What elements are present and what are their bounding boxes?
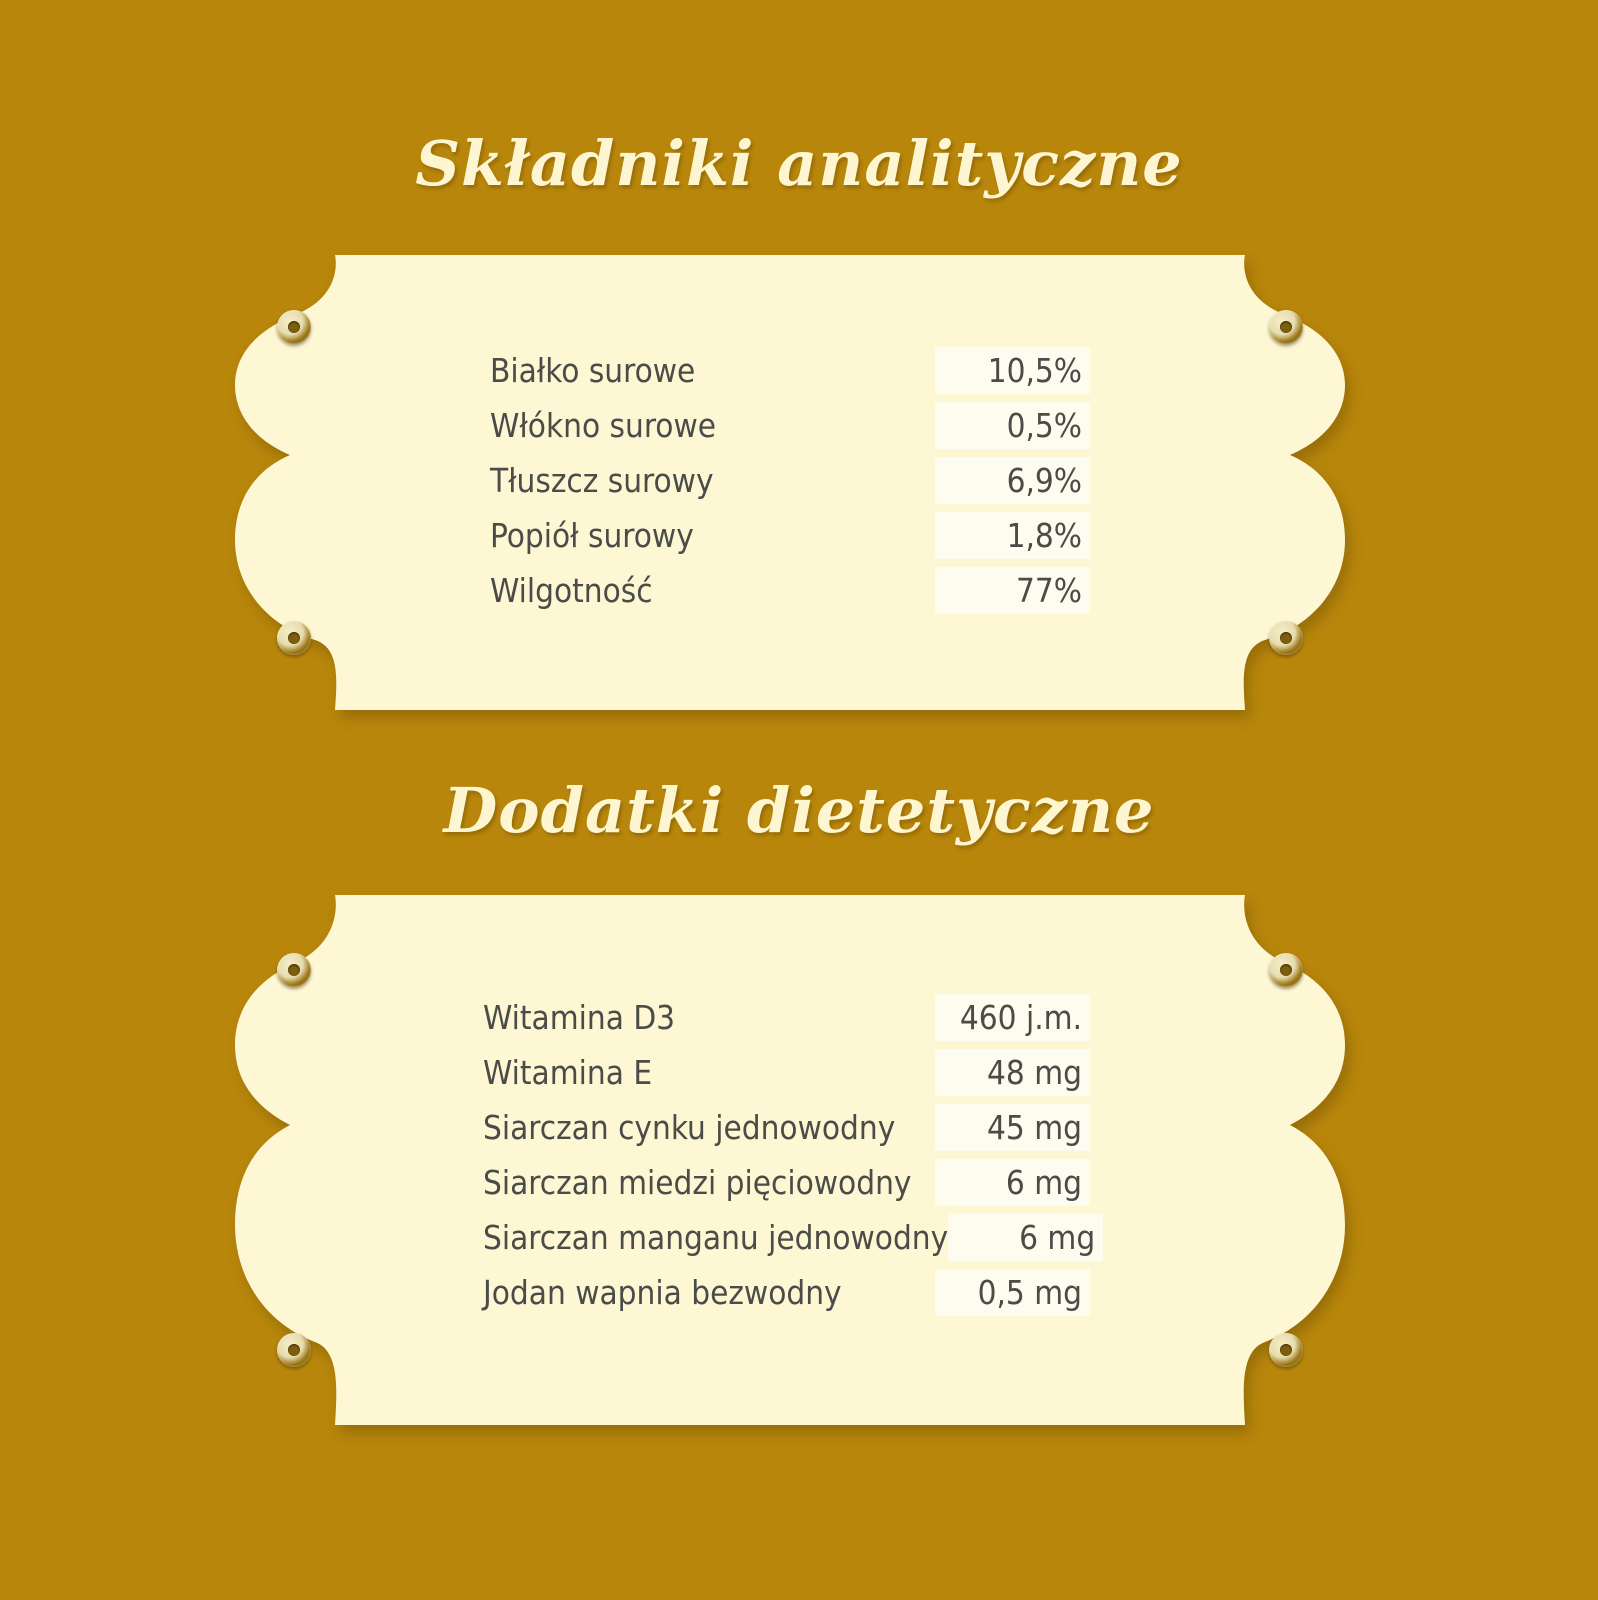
rivet-icon [1269, 621, 1303, 655]
row-value: 6 mg [948, 1214, 1103, 1261]
rivet-icon [277, 310, 311, 344]
row-label: Witamina D3 [483, 998, 676, 1037]
table-row [490, 508, 1090, 563]
rivet-icon [1269, 1333, 1303, 1367]
row-value: 460 j.m. [935, 994, 1090, 1041]
row-value: 6,9% [935, 457, 1090, 504]
row-label: Siarczan miedzi pięciowodny [483, 1163, 912, 1202]
dietary-additives-table [483, 990, 1096, 1320]
table-row [490, 343, 1090, 398]
rivet-icon [277, 953, 311, 987]
row-label: Siarczan manganu jednowodny [483, 1218, 949, 1257]
section-title-analytical: Składniki analityczne [415, 127, 1183, 200]
section-title-additives: Dodatki dietetyczne [443, 774, 1155, 847]
row-label: Jodan wapnia bezwodny [483, 1273, 842, 1312]
rivet-icon [277, 1333, 311, 1367]
row-value: 0,5% [935, 402, 1090, 449]
rivet-icon [1269, 310, 1303, 344]
row-label: Siarczan cynku jednowodny [483, 1108, 896, 1147]
row-value: 77% [935, 567, 1090, 614]
row-label: Włókno surowe [490, 406, 717, 445]
table-row [490, 398, 1090, 453]
row-label: Wilgotność [490, 571, 653, 610]
table-row [483, 1155, 1090, 1210]
row-value: 0,5 mg [935, 1269, 1090, 1316]
row-value: 6 mg [935, 1159, 1090, 1206]
table-row [483, 1210, 1096, 1265]
row-label: Tłuszcz surowy [490, 461, 714, 500]
table-row [483, 1100, 1090, 1155]
row-value: 1,8% [935, 512, 1090, 559]
row-value: 48 mg [935, 1049, 1090, 1096]
row-label: Popiół surowy [490, 516, 694, 555]
analytical-constituents-table [490, 343, 1090, 618]
rivet-icon [1269, 953, 1303, 987]
row-label: Białko surowe [490, 351, 696, 390]
row-value: 10,5% [935, 347, 1090, 394]
rivet-icon [277, 621, 311, 655]
table-row [490, 453, 1090, 508]
table-row [490, 563, 1090, 618]
row-value: 45 mg [935, 1104, 1090, 1151]
table-row [483, 1265, 1090, 1320]
row-label: Witamina E [483, 1053, 653, 1092]
table-row [483, 1045, 1090, 1100]
table-row [483, 990, 1090, 1045]
